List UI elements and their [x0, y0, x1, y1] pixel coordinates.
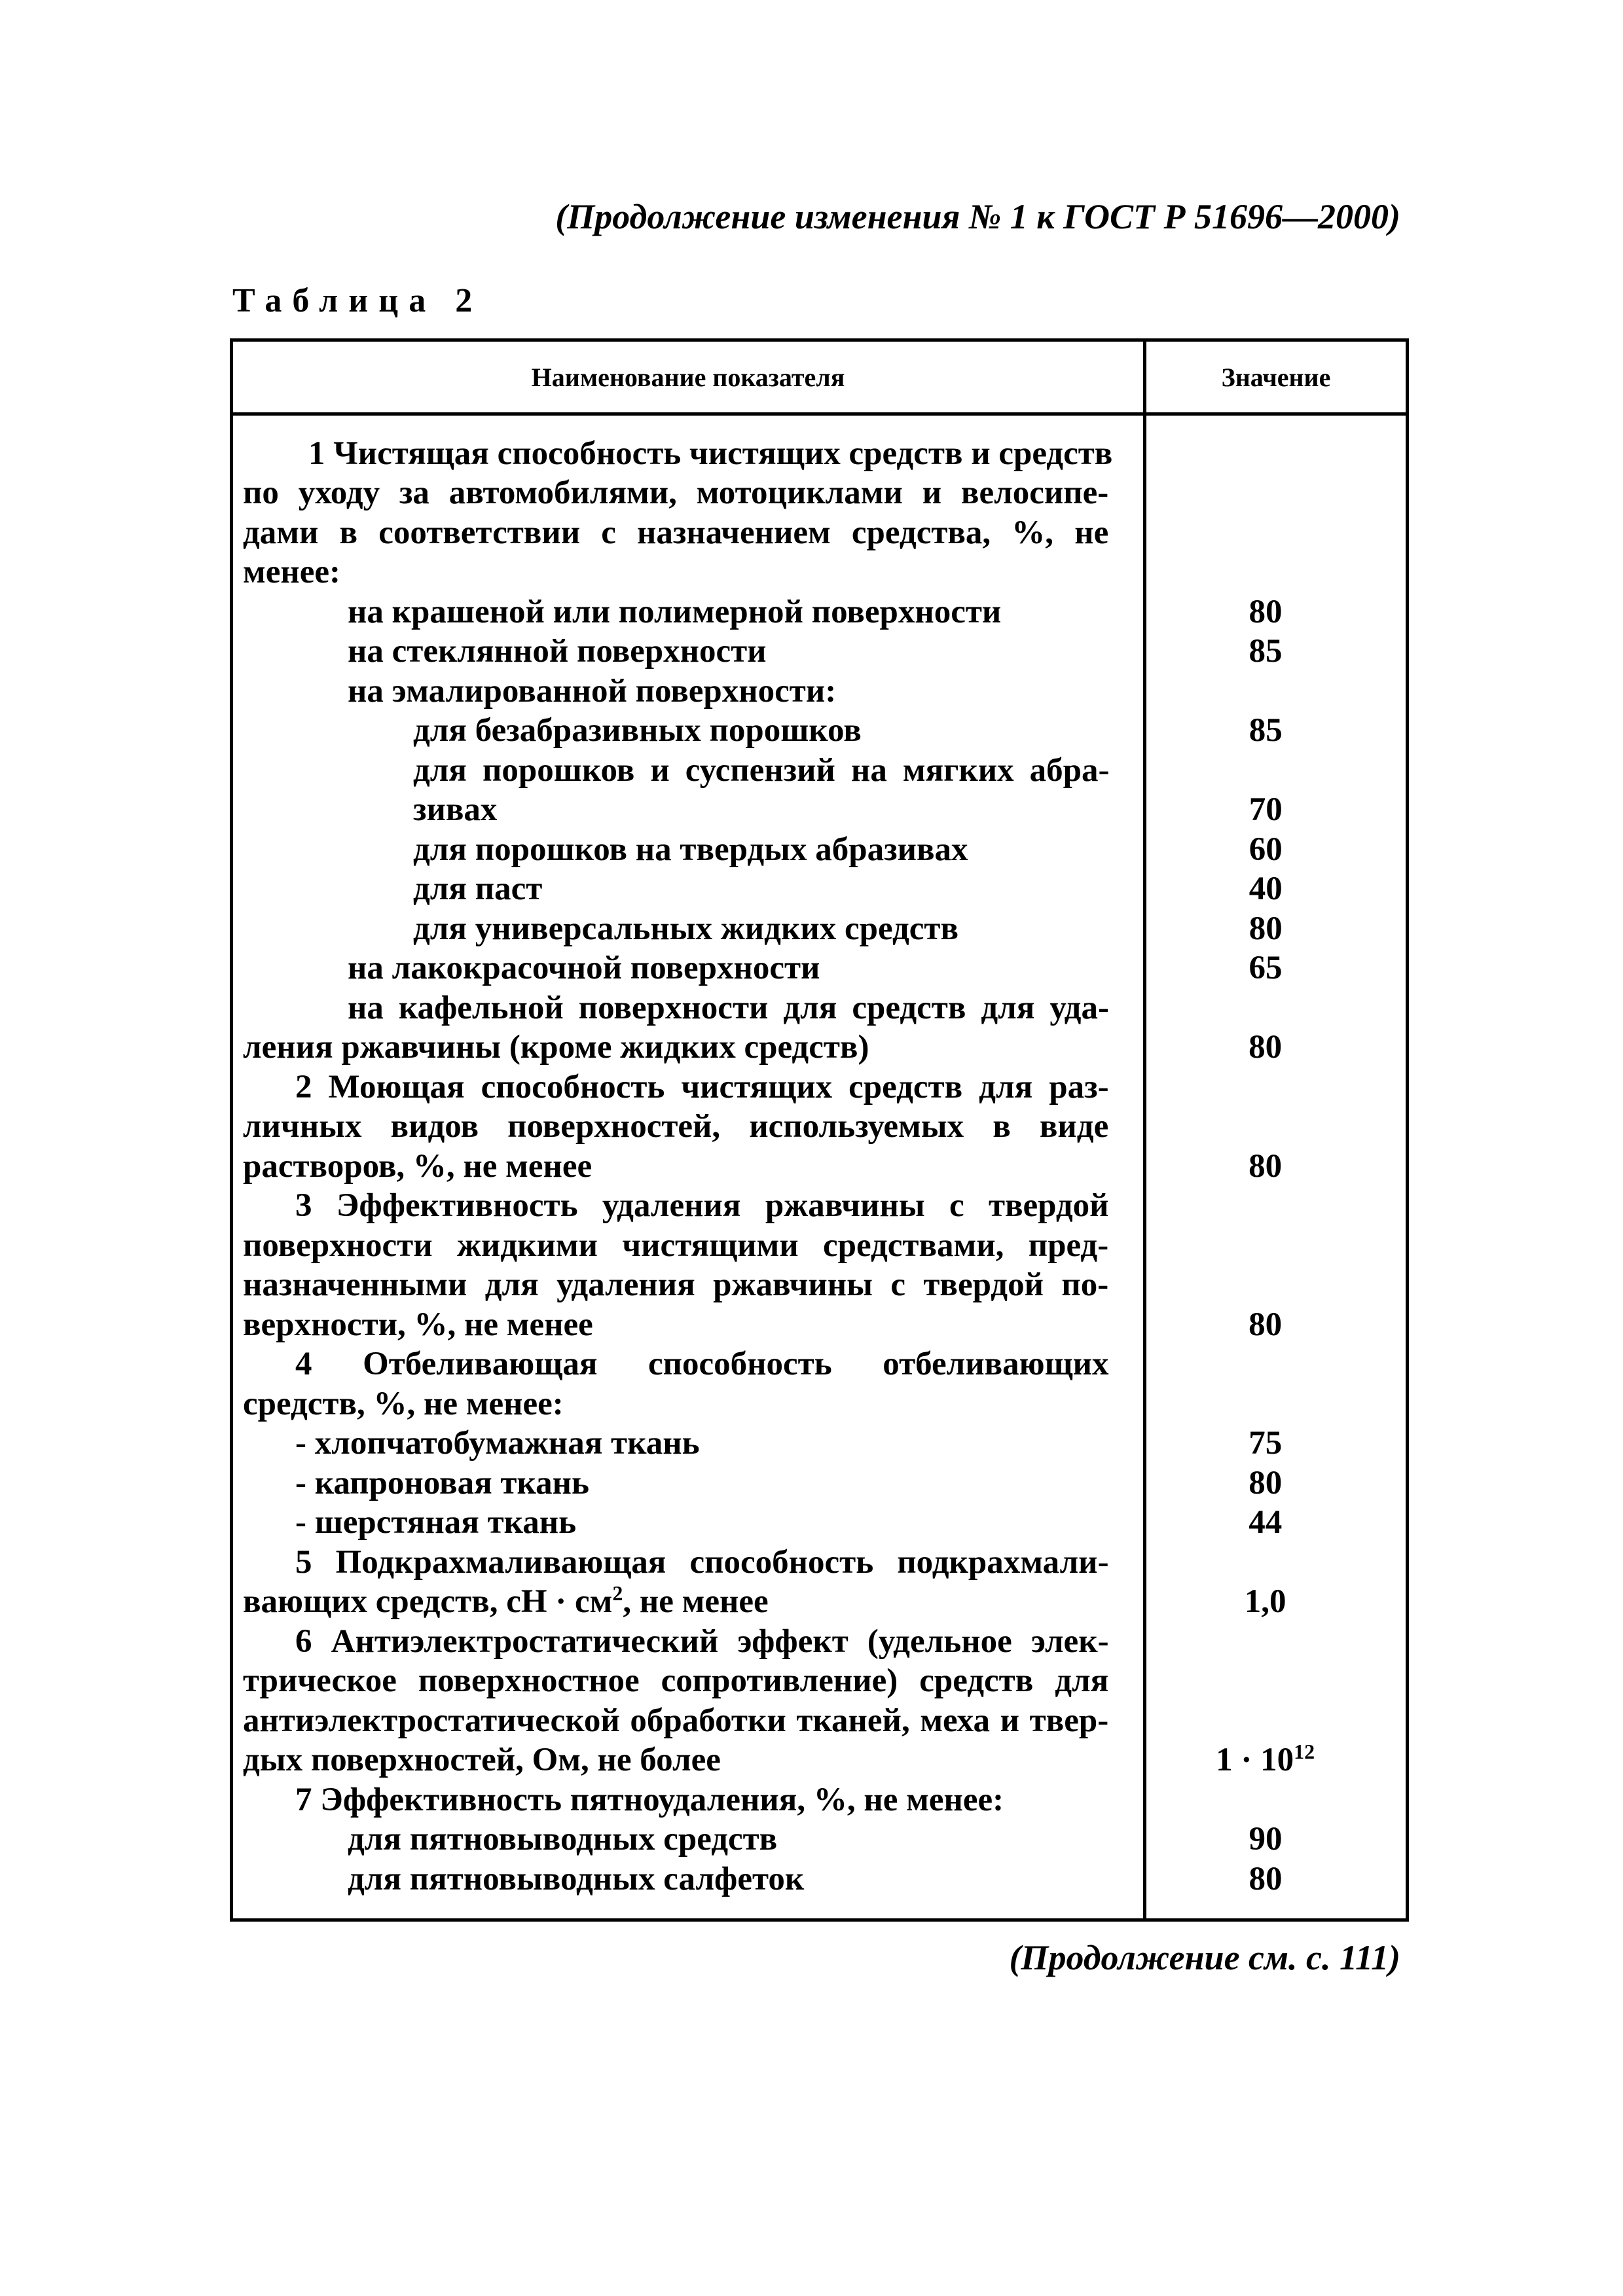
row-text: трическое поверхностное сопротивление) средств для: [243, 1662, 1109, 1699]
row-text: для порошков и суспензий на мягких абра-: [413, 751, 1110, 789]
row-text: верхности, %, не менее: [243, 1306, 593, 1343]
row-text: дых поверхностей, Ом, не более: [243, 1742, 721, 1778]
row-text: 5 Подкрахмаливающая способность подкрахмали-: [295, 1543, 1109, 1581]
row-text: личных видов поверхностей, используемых в виде: [243, 1108, 1109, 1145]
superscript: 2: [612, 1581, 623, 1605]
row-text: - хлопчатобумажная ткань: [295, 1425, 700, 1462]
table-row: [243, 1146, 1402, 1186]
row-text: - шерстяная ткань: [295, 1504, 577, 1541]
table-row: [243, 1186, 1402, 1226]
row-text: поверхности жидкими чистящими средствами, пред-: [243, 1227, 1109, 1264]
table-row: [243, 1463, 1402, 1503]
row-text: ления ржавчины (кроме жидких средств): [243, 1029, 869, 1066]
table-row: [243, 1265, 1402, 1305]
table-row: [243, 1740, 1402, 1780]
row-value: 80: [1249, 1306, 1283, 1343]
table-body: [243, 433, 1402, 1899]
row-value: 85: [1249, 633, 1283, 670]
row-value-base: 1 · 10: [1216, 1742, 1294, 1778]
row-text: на лакокрасочной поверхности: [348, 950, 820, 986]
row-value: 40: [1249, 870, 1283, 907]
header-divider: [233, 412, 1406, 416]
row-text: 6 Антиэлектростатический эффект (удельное элек-: [295, 1623, 1109, 1660]
table-row: [243, 790, 1402, 830]
row-text: для пятновыводных салфеток: [348, 1860, 805, 1897]
table-row: [243, 592, 1402, 632]
row-text: 2 Моющая способность чистящих средств для раз-: [295, 1068, 1109, 1105]
row-value: 80: [1249, 1464, 1283, 1501]
row-value: 65: [1249, 950, 1283, 986]
row-text: средств, %, не менее:: [243, 1385, 564, 1422]
row-value: 90: [1249, 1821, 1283, 1857]
table-row: [243, 1582, 1402, 1622]
row-text: на стеклянной поверхности: [348, 633, 767, 670]
continuation-footer: (Продолжение см. с. 111): [1009, 1938, 1400, 1977]
row-text-tail: , не менее: [623, 1583, 769, 1620]
table-row: [243, 988, 1402, 1028]
column-header-name: Наименование показателя: [531, 362, 845, 392]
row-value: 60: [1249, 831, 1283, 868]
table-row: [243, 829, 1402, 869]
superscript: 12: [1294, 1740, 1315, 1763]
table-row: [243, 711, 1402, 751]
row-text: на крашеной или полимерной поверхности: [348, 593, 1002, 630]
table-row: [243, 1028, 1402, 1067]
row-text: [243, 1582, 1108, 1621]
table-row: [243, 1384, 1402, 1424]
row-text: для универсальных жидких средств: [413, 910, 958, 947]
table-row: [243, 948, 1402, 988]
row-text: 3 Эффективность удаления ржавчины с твердой: [295, 1187, 1109, 1224]
table-caption: Таблица 2: [232, 282, 483, 319]
row-value: 44: [1249, 1504, 1283, 1541]
table-row: [243, 1503, 1402, 1543]
row-value: 80: [1249, 910, 1283, 947]
table-row: [243, 1225, 1402, 1265]
table-row: [243, 671, 1402, 711]
row-value: 80: [1249, 593, 1283, 630]
table-row: [243, 1424, 1402, 1463]
table-row: [243, 750, 1402, 790]
column-header-value: Значение: [1221, 362, 1331, 392]
row-value: 80: [1249, 1029, 1283, 1066]
row-text: растворов, %, не менее: [243, 1147, 593, 1185]
row-text: дами в соответствии с назначением средства, %, не: [243, 514, 1109, 551]
row-text: на кафельной поверхности для средств для уда-: [348, 989, 1109, 1026]
table-row: [243, 1304, 1402, 1344]
table-row: [243, 1780, 1402, 1820]
table-row: [243, 1107, 1402, 1147]
row-text: для паст: [413, 870, 543, 907]
row-value: [1128, 1740, 1402, 1780]
table-row: [243, 433, 1402, 473]
row-text: по уходу за автомобилями, мотоциклами и велосипе-: [243, 475, 1109, 511]
table-row: [243, 1859, 1402, 1899]
row-value: 85: [1249, 712, 1283, 749]
row-text: зивах: [413, 791, 498, 828]
row-text: антиэлектростатической обработки тканей, меха и твер-: [243, 1702, 1109, 1739]
row-value: 75: [1249, 1425, 1283, 1462]
row-text: 4 Отбеливающая способность отбеливающих: [295, 1346, 1109, 1382]
table-row: [243, 552, 1402, 592]
row-text: 7 Эффективность пятноудаления, %, не менее:: [295, 1781, 1004, 1818]
row-value: 80: [1249, 1147, 1283, 1185]
row-text: для безабразивных порошков: [413, 712, 862, 749]
table-row: [243, 632, 1402, 672]
row-value: 70: [1249, 791, 1283, 828]
indicators-table: [230, 338, 1409, 1922]
table-row: [243, 1621, 1402, 1661]
row-value: 80: [1249, 1860, 1283, 1897]
table-row: [243, 1700, 1402, 1740]
row-text: менее:: [243, 554, 341, 590]
table-row: [243, 908, 1402, 948]
table-row: [243, 1661, 1402, 1701]
row-text: для пятновыводных средств: [348, 1821, 778, 1857]
table-row: [243, 1820, 1402, 1859]
row-text: для порошков на твердых абразивах: [413, 831, 968, 868]
continuation-header: (Продолжение изменения № 1 к ГОСТ Р 51696—2000): [555, 197, 1400, 236]
row-value: 1,0: [1244, 1583, 1286, 1620]
row-text-main: вающих средств, сН · см: [243, 1583, 613, 1620]
row-text: на эмалированной поверхности:: [348, 672, 837, 709]
table-row: [243, 473, 1402, 513]
table-row: [243, 1067, 1402, 1107]
table-row: [243, 512, 1402, 552]
row-text: - капроновая ткань: [295, 1464, 589, 1501]
table-row: [243, 1344, 1402, 1384]
row-text: назначенными для удаления ржавчины с твердой по-: [243, 1266, 1109, 1303]
table-row: [243, 869, 1402, 909]
row-text: 1 Чистящая способность чистящих средств и средств: [308, 435, 1113, 472]
table-row: [243, 1542, 1402, 1582]
